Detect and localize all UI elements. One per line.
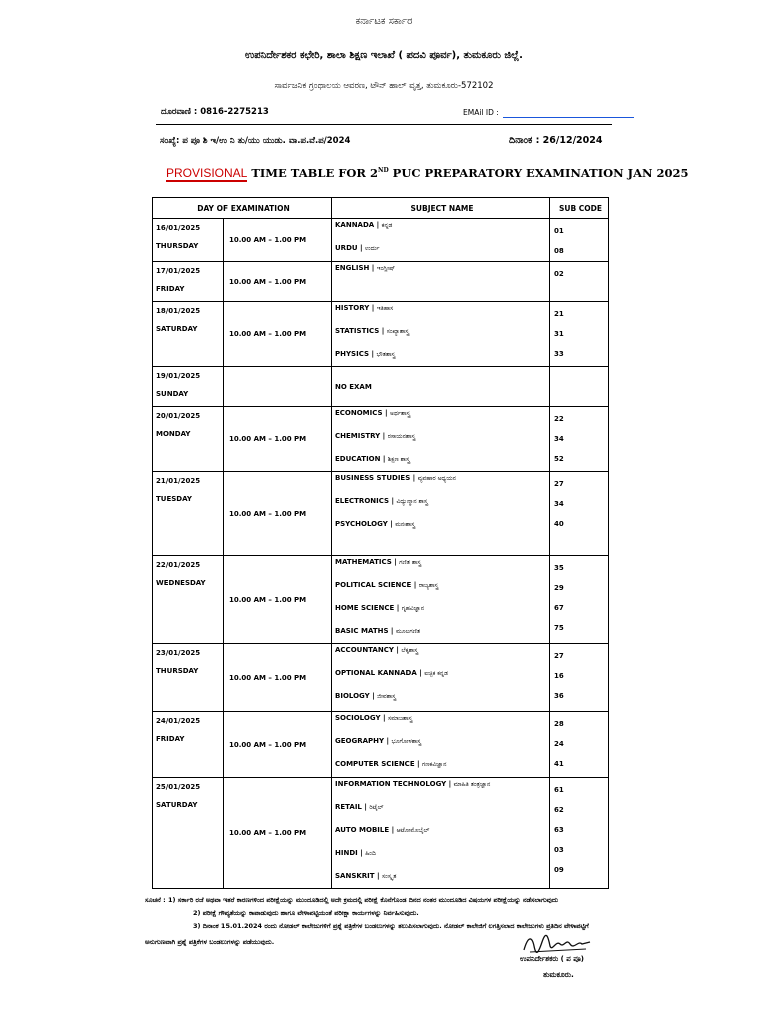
day-cell (153, 556, 224, 644)
subject-name-kannada: ಮನಃಶಾಸ್ತ್ರ (395, 521, 416, 528)
subject-code: 67 (554, 604, 564, 612)
subject-entry (335, 383, 549, 391)
column-header-code: SUB CODE (550, 198, 609, 219)
subject-code: 01 (554, 227, 564, 235)
subject-entry (335, 214, 549, 237)
subject-code: 22 (554, 415, 564, 423)
subject-name: POLITICAL SCIENCE (335, 581, 412, 589)
note-1: ಸೂಚನೆ : 1) ಸರ್ಕಾರಿ ರಜೆ ಅಥವಾ ಇತರೆ ಕಾರಣಗಳಿಂದ ಪರೀಕ್ಷೆಯನ್ನು ಮುಂದೂಡಿದಲ್ಲಿ ಅದೇ ಕ್ರಮದಲ್ಲಿ ಪರೀಕ್ಷೆ ಕೊನೆಗೊಂಡ ದಿನದ ನಂತರ ಮುಂದೂಡಿದ ವಿಷಯಗಳ ಪರೀಕ್ಷೆಯನ್ನು ನಡೆಸಲಾಗುವುದು (145, 896, 559, 904)
table-row (153, 407, 609, 472)
subject-name-kannada: ವ್ಯವಹಾರ ಅಧ್ಯಯನ (417, 475, 456, 482)
day-cell (153, 367, 224, 407)
subject-name: COMPUTER SCIENCE (335, 760, 415, 768)
time-cell: 10.00 AM – 1.00 PM (224, 407, 332, 472)
day-cell (153, 262, 224, 302)
subject-cell (332, 219, 550, 262)
subject-code: 63 (554, 826, 564, 834)
subject-cell (332, 644, 550, 712)
separator: | (394, 604, 402, 612)
email-field-line (503, 117, 634, 118)
subject-code: 75 (554, 624, 564, 632)
column-header-subject: SUBJECT NAME (332, 198, 550, 219)
subject-code: 33 (554, 350, 564, 358)
subject-entry (335, 685, 549, 708)
time-cell (224, 367, 332, 407)
document-date: ದಿನಾಂಕ : 26/12/2024 (509, 135, 603, 146)
subject-name: GEOGRAPHY (335, 737, 385, 745)
subject-name: NO EXAM (335, 382, 372, 391)
exam-weekday: FRIDAY (156, 285, 185, 293)
subject-entry (335, 297, 549, 320)
exam-date: 16/01/2025 (156, 224, 201, 232)
separator: | (384, 737, 392, 745)
signature-image (520, 932, 592, 956)
subject-code: 62 (554, 806, 564, 814)
subject-name: HOME SCIENCE (335, 604, 395, 612)
subject-code: 36 (554, 692, 564, 700)
subject-name: SANSKRIT (335, 872, 375, 880)
subject-code: 03 (554, 846, 564, 854)
time-cell: 10.00 AM – 1.00 PM (224, 262, 332, 302)
separator: | (389, 826, 397, 834)
exam-date: 24/01/2025 (156, 717, 201, 725)
separator: | (446, 780, 454, 788)
subject-name-kannada: ಗೃಹವಿಜ್ಞಾನ (401, 605, 425, 612)
title-superscript: ND (377, 167, 389, 175)
subject-name-kannada: ಮಾಹಿತಿ ತಂತ್ರಜ್ಞಾನ (453, 781, 491, 788)
email-label: EMAil ID : (463, 108, 499, 117)
code-cell (550, 302, 609, 367)
government-heading: ಕರ್ನಾಟಕ ಸರ್ಕಾರ (355, 16, 413, 27)
code-cell (550, 219, 609, 262)
time-cell: 10.00 AM – 1.00 PM (224, 556, 332, 644)
subject-name: SOCIOLOGY (335, 714, 381, 722)
subject-entry (335, 574, 549, 597)
table-row (153, 219, 609, 262)
exam-date: 19/01/2025 (156, 372, 201, 380)
subject-entry (335, 513, 549, 536)
subject-code: 21 (554, 310, 564, 318)
exam-weekday: SUNDAY (156, 390, 189, 398)
subject-name: AUTO MOBILE (335, 826, 390, 834)
subject-name-kannada: ರಾಜ್ಯಶಾಸ್ತ್ರ (418, 582, 439, 589)
subject-name-kannada: ಸಂಸ್ಕೃತ (382, 873, 397, 880)
exam-weekday: TUESDAY (156, 495, 192, 503)
separator: | (380, 432, 388, 440)
exam-weekday: THURSDAY (156, 242, 199, 250)
day-cell (153, 712, 224, 778)
subject-code: 08 (554, 247, 564, 255)
subject-name: BUSINESS STUDIES (335, 474, 411, 482)
note-3: 3) ದಿನಾಂಕ 15.01.2024 ರಂದು ನೋಡಲ್ ಕಾಲೇಜುಗಳಿಗೆ ಪ್ರಶ್ನೆ ಪತ್ರಿಕೆಗಳ ಬಂಡಲುಗಳನ್ನು ತಲುಪಿಸಲಾಗುವುದು. ನೋಡಲ್ ಕಾಲೇಜಿಗೆ ಲಗತ್ತಿಸಲಾದ ಕಾಲೇಜುಗಳು ಪ್ರತಿದಿನ ವೇಳಾಪಟ್ಟಿಗೆ (193, 922, 589, 930)
subject-name-kannada: ಕನ್ನಡ (381, 222, 393, 229)
exam-weekday: WEDNESDAY (156, 579, 206, 587)
subject-name: RETAIL (335, 803, 362, 811)
subject-name-kannada: ಶಿಕ್ಷಣ ಶಾಸ್ತ್ರ (387, 456, 410, 463)
subject-name: MATHEMATICS (335, 558, 392, 566)
separator: | (380, 714, 388, 722)
code-cell (550, 407, 609, 472)
subject-entry (335, 662, 549, 685)
separator: | (369, 264, 377, 272)
subject-code: 27 (554, 652, 564, 660)
subject-name-kannada: ಇತಿಹಾಸ (376, 305, 394, 312)
subject-entry (335, 467, 549, 490)
subject-entry (335, 402, 549, 425)
subject-entry (335, 551, 549, 574)
table-row (153, 262, 609, 302)
note-3-continued: ಅನುಗುಣವಾಗಿ ಪ್ರಶ್ನೆ ಪತ್ರಿಕೆಗಳ ಬಂಡಲುಗಳನ್ನು ಪಡೆಯುವುದು. (145, 938, 275, 946)
time-cell: 10.00 AM – 1.00 PM (224, 302, 332, 367)
table-row (153, 778, 609, 889)
subject-name: ACCOUNTANCY (335, 646, 394, 654)
code-cell (550, 472, 609, 556)
subject-cell (332, 367, 550, 407)
subject-name-kannada: ವಿದ್ಯುನ್ಮಾನ ಶಾಸ್ತ್ರ (396, 498, 428, 505)
day-cell (153, 219, 224, 262)
separator: | (374, 221, 382, 229)
subject-entry (335, 425, 549, 448)
subject-name-kannada: ಹಿಂದಿ (365, 850, 376, 857)
separator: | (357, 244, 366, 252)
subject-code: 34 (554, 435, 564, 443)
subject-name: PSYCHOLOGY (335, 520, 388, 528)
subject-code: 29 (554, 584, 564, 592)
time-cell: 10.00 AM – 1.00 PM (224, 644, 332, 712)
reference-number: ಸಂಖ್ಯೆ: ಪ ಪೂ ಶಿ ಇ/ಉ ನಿ ತು/ಯು ಯುಡು. ವಾ.ಪ.ವೆ.ಪ/2024 (160, 136, 351, 146)
subject-cell (332, 262, 550, 302)
table-row (153, 712, 609, 778)
table-row (153, 556, 609, 644)
separator: | (411, 581, 419, 589)
subject-name: URDU (335, 244, 358, 252)
subject-name-kannada: ಉರ್ದು (365, 245, 380, 252)
subject-name: ENGLISH (335, 264, 370, 272)
subject-name: OPTIONAL KANNADA (335, 669, 417, 677)
provisional-label: PROVISIONAL (166, 166, 248, 180)
subject-entry (335, 796, 549, 819)
subject-name: CHEMISTRY (335, 432, 381, 440)
day-cell (153, 472, 224, 556)
subject-name: HISTORY (335, 304, 370, 312)
office-address: ಸಾರ್ವಜನಿಕ ಗ್ರಂಥಾಲಯ ಆವರಣ, ಟೌನ್ ಹಾಲ್ ವೃತ್ತ, ತುಮಕೂರು-572102 (274, 81, 494, 91)
subject-entry (335, 819, 549, 842)
time-cell: 10.00 AM – 1.00 PM (224, 778, 332, 889)
table-row (153, 302, 609, 367)
subject-code: 09 (554, 866, 564, 874)
subject-code: 41 (554, 760, 564, 768)
table-row (153, 367, 609, 407)
table-row (153, 472, 609, 556)
separator: | (361, 803, 370, 811)
separator: | (410, 474, 418, 482)
subject-name-kannada: ಇಂಗ್ಲೀಷ್ (376, 265, 396, 272)
exam-weekday: SATURDAY (156, 325, 198, 333)
timetable-body (153, 219, 609, 889)
subject-name: ELECTRONICS (335, 497, 390, 505)
table-row (153, 644, 609, 712)
exam-date: 18/01/2025 (156, 307, 201, 315)
subject-name-kannada: ಗಣಿತ ಶಾಸ್ತ್ರ (399, 559, 422, 566)
separator: | (393, 646, 402, 654)
subject-code: 34 (554, 500, 564, 508)
subject-code: 02 (554, 270, 564, 278)
subject-entry (335, 320, 549, 343)
exam-date: 23/01/2025 (156, 649, 201, 657)
separator: | (374, 872, 382, 880)
subject-name-kannada: ಭೂಗೋಳಶಾಸ್ತ್ರ (391, 738, 422, 745)
subject-cell (332, 302, 550, 367)
exam-weekday: SATURDAY (156, 801, 198, 809)
day-cell (153, 778, 224, 889)
signatory-title: ಉಪನಿರ್ದೇಶಕರು ( ಪ ಪೂ) (520, 955, 584, 963)
subject-name-kannada: ರಸಾಯನಶಾಸ್ತ್ರ (387, 433, 416, 440)
exam-date: 21/01/2025 (156, 477, 201, 485)
separator: | (391, 558, 400, 566)
subject-name-kannada: ರಿಟೈಲ್ (369, 804, 384, 811)
code-cell (550, 556, 609, 644)
subject-name: INFORMATION TECHNOLOGY (335, 780, 447, 788)
exam-weekday: FRIDAY (156, 735, 185, 743)
subject-entry (335, 865, 549, 888)
subject-name-kannada: ಸಂಖ್ಯಾಶಾಸ್ತ್ರ (386, 328, 410, 335)
exam-date: 17/01/2025 (156, 267, 201, 275)
exam-weekday: THURSDAY (156, 667, 199, 675)
subject-name-kannada: ಐಚ್ಛಿಕ ಕನ್ನಡ (424, 670, 448, 677)
signatory-place: ತುಮಕೂರು. (543, 970, 574, 979)
subject-name-kannada: ಮೂಲಗಣಿತ (395, 628, 421, 635)
subject-cell (332, 472, 550, 556)
code-cell (550, 712, 609, 778)
subject-name: ECONOMICS (335, 409, 383, 417)
subject-code: 40 (554, 520, 564, 528)
subject-name: STATISTICS (335, 327, 380, 335)
subject-code: 31 (554, 330, 564, 338)
subject-name-kannada: ಸಮಾಜಶಾಸ್ತ್ರ (387, 715, 413, 722)
subject-code: 52 (554, 455, 564, 463)
subject-code: 28 (554, 720, 564, 728)
header-divider (156, 124, 612, 125)
code-cell (550, 262, 609, 302)
subject-name: KANNADA (335, 221, 375, 229)
separator: | (369, 692, 378, 700)
subject-entry (335, 490, 549, 513)
separator: | (380, 455, 388, 463)
subject-entry (335, 842, 549, 865)
page-title (166, 166, 689, 180)
subject-name-kannada: ಲೆಕ್ಕಶಾಸ್ತ್ರ (401, 647, 419, 654)
exam-date: 22/01/2025 (156, 561, 201, 569)
separator: | (382, 409, 390, 417)
subject-code: 35 (554, 564, 564, 572)
separator: | (387, 520, 396, 528)
subject-name-kannada: ಭೌತಶಾಸ್ತ್ರ (376, 351, 396, 358)
subject-entry (335, 730, 549, 753)
title-text-rest: PUC PREPARATORY EXAMINATION JAN 2025 (388, 166, 689, 180)
separator: | (369, 304, 377, 312)
separator: | (416, 669, 425, 677)
title-text: TIME TABLE FOR 2 (247, 166, 378, 180)
separator: | (369, 350, 377, 358)
subject-name: PHYSICS (335, 350, 370, 358)
separator: | (388, 627, 396, 635)
subject-name-kannada: ಜೀವಶಾಸ್ತ್ರ (377, 693, 397, 700)
subject-entry (335, 707, 549, 730)
subject-name: EDUCATION (335, 455, 381, 463)
day-cell (153, 302, 224, 367)
subject-name: BASIC MATHS (335, 627, 389, 635)
subject-entry (335, 597, 549, 620)
timetable (152, 197, 609, 889)
day-cell (153, 407, 224, 472)
subject-entry (335, 639, 549, 662)
note-2: 2) ಪರೀಕ್ಷೆ ಗೌಪ್ಯತೆಯನ್ನು ಕಾಪಾಡುವುದು ಹಾಗೂ ವೇಳಾಪಟ್ಟಿಯಂತೆ ಪರೀಕ್ಷಾ ಕಾರ್ಯಗಳನ್ನು ನಿರ್ವಹಿಸುವುದು. (193, 909, 419, 917)
code-cell (550, 778, 609, 889)
subject-name-kannada: ಆಟೋಮೊಬೈಲ್ (396, 827, 430, 834)
subject-cell (332, 556, 550, 644)
subject-code: 24 (554, 740, 564, 748)
exam-date: 20/01/2025 (156, 412, 201, 420)
code-cell (550, 644, 609, 712)
subject-code: 27 (554, 480, 564, 488)
day-cell (153, 644, 224, 712)
subject-code: 16 (554, 672, 564, 680)
time-cell: 10.00 AM – 1.00 PM (224, 712, 332, 778)
subject-cell (332, 407, 550, 472)
code-cell (550, 367, 609, 407)
office-heading: ಉಪನಿರ್ದೇಶಕರ ಕಛೇರಿ, ಶಾಲಾ ಶಿಕ್ಷಣ ಇಲಾಖೆ ( ಪದವಿ ಪೂರ್ವ), ತುಮಕೂರು ಜಿಲ್ಲೆ. (245, 50, 523, 61)
time-cell: 10.00 AM – 1.00 PM (224, 472, 332, 556)
subject-entry (335, 343, 549, 366)
subject-name: BIOLOGY (335, 692, 370, 700)
separator: | (414, 760, 423, 768)
subject-name-kannada: ಅರ್ಥಶಾಸ್ತ್ರ (390, 410, 411, 417)
subject-name-kannada: ಗಣಕವಿಜ್ಞಾನ (422, 761, 447, 768)
separator: | (379, 327, 387, 335)
subject-entry (335, 773, 549, 796)
time-cell: 10.00 AM – 1.00 PM (224, 219, 332, 262)
exam-weekday: MONDAY (156, 430, 191, 438)
separator: | (357, 849, 366, 857)
separator: | (389, 497, 397, 505)
subject-name: HINDI (335, 849, 358, 857)
subject-cell (332, 712, 550, 778)
subject-cell (332, 778, 550, 889)
subject-entry (335, 257, 549, 280)
subject-code: 61 (554, 786, 564, 794)
phone-number: ದೂರವಾಣಿ : 0816-2275213 (161, 107, 269, 117)
exam-date: 25/01/2025 (156, 783, 201, 791)
column-header-day: DAY OF EXAMINATION (153, 198, 332, 219)
